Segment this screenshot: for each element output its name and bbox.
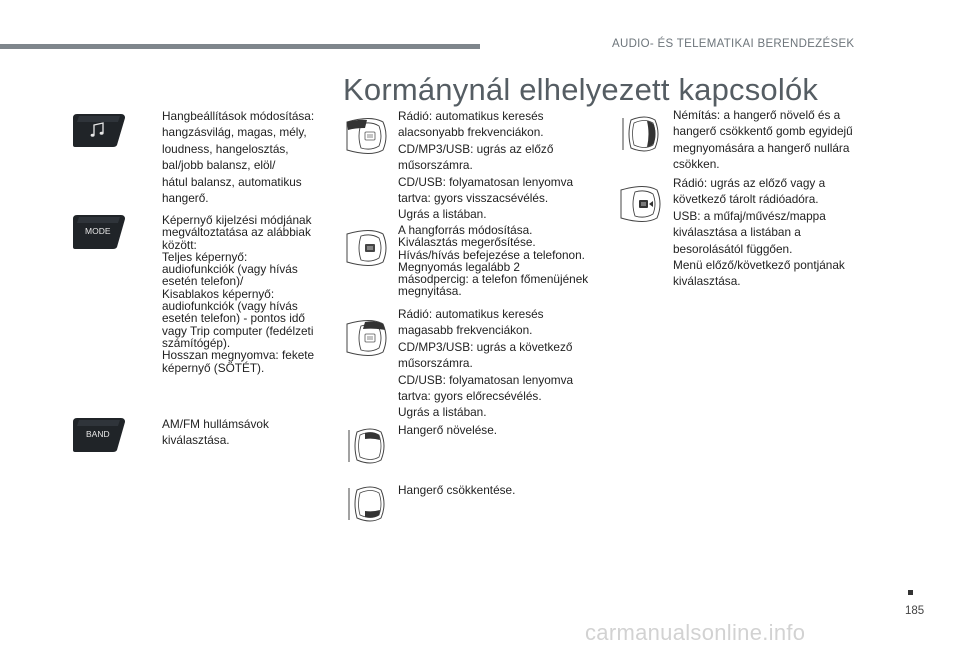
upper-left-press-description: Rádió: automatikus keresés alacsonyabb frekvenciákon. CD/MP3/USB: ugrás az előző műsorszámra. CD/USB: folyamatosan lenyomva tartva: gyors visszacsévélés. Ugrás a listában.: [398, 109, 574, 222]
music-note-button-icon: [73, 112, 127, 148]
scroll-wheel-description: Rádió: ugrás az előző vagy a következő tárolt rádióadóra. USB: a műfaj/művész/mappa kiválasztása a listában a besorolásától függően. Menü előző/következő pontjának kiválasztása.: [673, 176, 845, 289]
steering-control-upper-right-press-icon: [343, 318, 399, 358]
band-button-description: AM/FM hullámsávok kiválasztása.: [162, 417, 269, 448]
music-button-description: Hangbeállítások módosítása: hangzásvilág, magas, mély, loudness, hangelosztás, bal/jobb balansz, elöl/ hátul balansz, automatikus hangerő.: [162, 109, 315, 206]
band-button-icon: [73, 417, 127, 453]
watermark: carmanualsonline.info: [585, 620, 806, 645]
steering-control-volume-down-icon: [343, 484, 399, 524]
steering-control-upper-left-press-icon: [343, 116, 399, 156]
header-rule: [0, 44, 480, 49]
section-title: AUDIO- ÉS TELEMATIKAI BERENDEZÉSEK: [612, 38, 855, 50]
upper-right-press-description: Rádió: automatikus keresés magasabb frekvenciákon. CD/MP3/USB: ugrás a következő műsorszámra. CD/USB: folyamatosan lenyomva tartva: gyors előrecsévélés. Ugrás a listában.: [398, 307, 574, 420]
volume-down-description: Hangerő csökkentése.: [398, 483, 516, 497]
volume-up-description: Hangerő növelése.: [398, 423, 498, 437]
band-button-label: BAND: [86, 429, 110, 439]
mode-button-icon: [73, 214, 127, 250]
steering-control-scroll-wheel-icon: [617, 184, 673, 224]
center-press-description: A hangforrás módosítása. Kiválasztás megerősítése. Hívás/hívás befejezése a telefonon. Megnyomás legalább 2 másodpercig: a telefon főmenüjének megnyitása.: [398, 223, 589, 299]
mode-button-description: Képernyő kijelzési módjának megváltoztatása az alábbiak között: Teljes képernyő: audiofunkciók (vagy hívás esetén telefon)/ Kisablakos képernyő: audiofunkciók (vagy hívás esetén telefon) - pontos idő vagy Trip computer (fedélzeti számítógép). Hosszan megnyomva: fekete képernyő (SÖTÉT).: [162, 213, 315, 375]
page-title: Kormánynál elhelyezett kapcsolók: [343, 72, 819, 107]
steering-control-center-press-icon: [343, 228, 399, 268]
mute-description: Némítás: a hangerő növelő és a hangerő csökkentő gomb egyidejű megnyomására a hangerő nullára csökken.: [673, 108, 853, 172]
mode-button-label: MODE: [85, 226, 111, 236]
page-number: 185: [905, 605, 925, 617]
steering-control-volume-up-icon: [343, 426, 399, 466]
steering-control-mute-icon: [617, 114, 673, 154]
page-marker: [908, 590, 913, 595]
